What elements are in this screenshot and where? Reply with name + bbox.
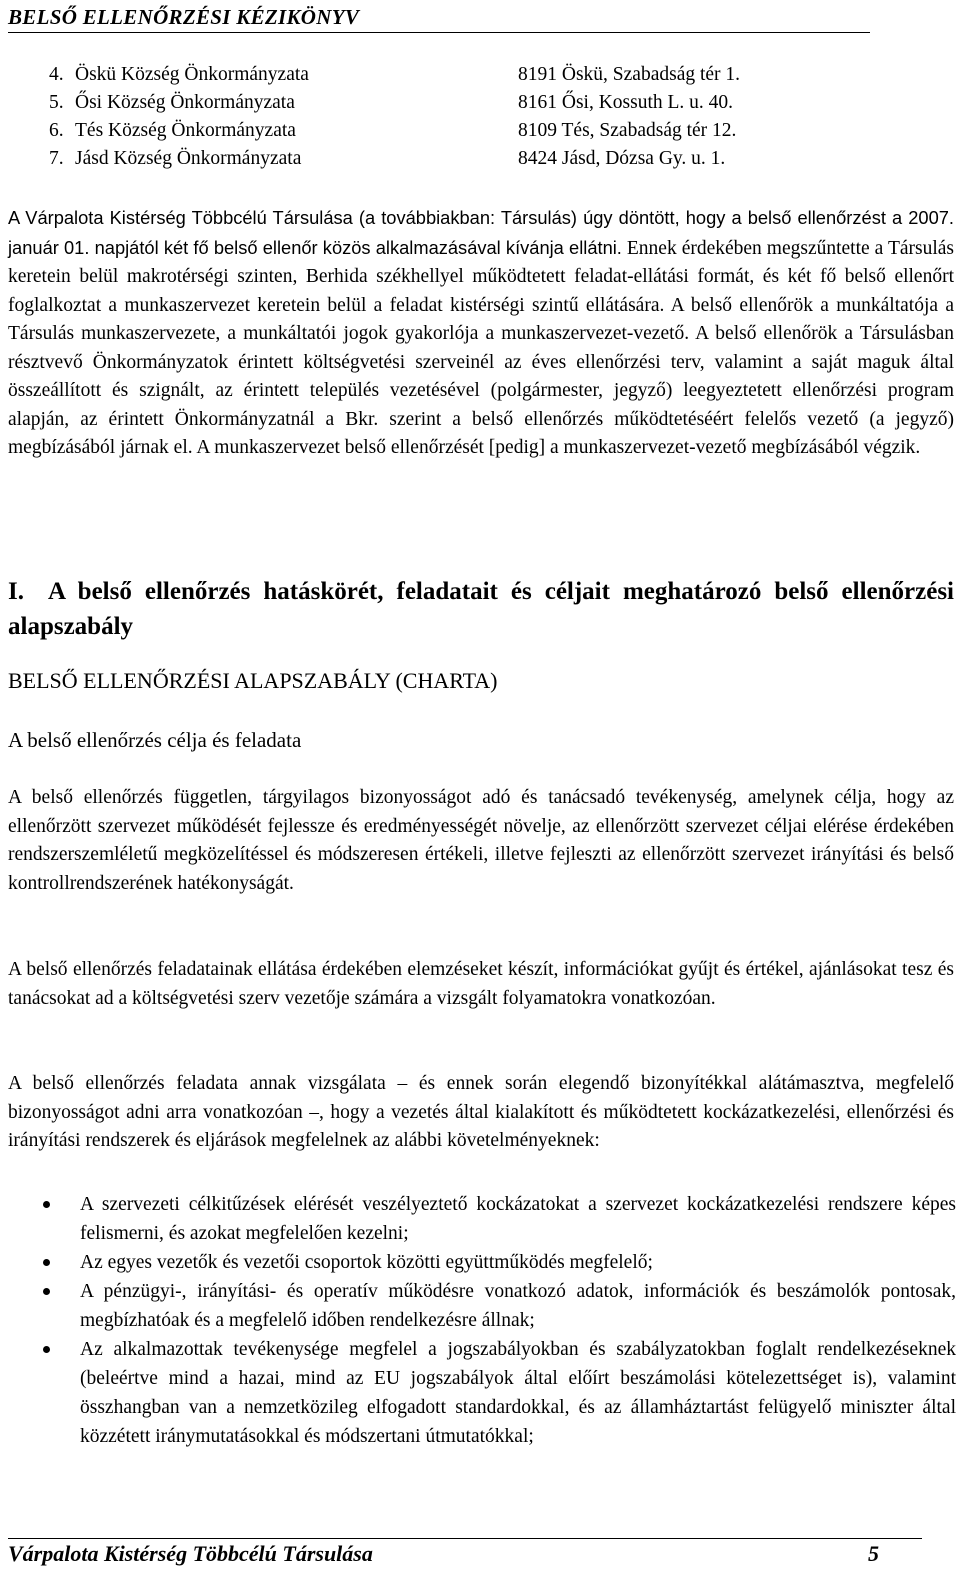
list-item bbox=[0, 1248, 956, 1277]
section-title: A belső ellenőrzés hatáskörét, feladatait és céljait meghatározó belső ellenőrzési alapszabály bbox=[8, 578, 954, 640]
member-address: 8424 Jásd, Dózsa Gy. u. 1. bbox=[518, 148, 726, 169]
list-item bbox=[0, 1335, 956, 1451]
list-item bbox=[0, 1277, 956, 1335]
charter-title: BELSŐ ELLENŐRZÉSI ALAPSZABÁLY (CHARTA) bbox=[8, 668, 498, 693]
intro-serif-text: Ennek érdekében megszűntette a Társulás keretein belül makrotérségi szinten, Berhida székhellyel működtetett feladat-ellátási formát, és két fő belső ellenőrt foglalkoztat a munkaszervezet keretein belül a feladat kistérségi szintű ellátására. A belső ellenőrök a munkáltatója a Társulás munkaszervezete, a munkáltatói jogok gyakorlója a munkaszervezet-vezető. A belső ellenőrök a Társulásban résztvevő Önkormányzatok érintett költségvetési szerveinél az éves ellenőrzési terv, valamint a saját maguk által összeállított és szignált, az érintett település vezetésével (polgármester, jegyző) leegyeztetett ellenőrzési program alapján, az érintett Önkormányzatnál a Bkr. szerint a belső ellenőrzés működtetéséért felelős vezető (a jegyző) megbízásából járnak el. A munkaszervezet belső ellenőrzését [pedig] a munkaszervezet-vezető megbízásából végzik. bbox=[8, 237, 955, 458]
bullet-icon bbox=[43, 1288, 50, 1295]
list-item bbox=[0, 1190, 956, 1248]
footer-divider bbox=[8, 1538, 922, 1539]
section-heading bbox=[8, 574, 954, 644]
list-item-text: A pénzügyi-, irányítási- és operatív működésre vonatkozó adatok, információk és beszámolók pontosak, megbízhatóak és a megfelelő időben rendelkezésre állnak; bbox=[80, 1281, 956, 1331]
member-number: 5. bbox=[49, 92, 64, 113]
member-name: Ősi Község Önkormányzata bbox=[75, 92, 295, 113]
list-item-text: Az egyes vezetők és vezetői csoportok közötti együttműködés megfelelő; bbox=[80, 1252, 653, 1273]
paragraph: A belső ellenőrzés független, tárgyilagos bizonyosságot adó és tanácsadó tevékenység, amelynek célja, hogy az ellenőrzött szervezet működését fejlessze és eredményességét növelje, az ellenőrzött szervezet céljai elérése érdekében rendszerszemléletű megközelítéssel és módszeresen értékeli, illetve fejleszti az ellenőrzött szervezet irányítási és belső kontrollrendszerének hatékonyságát. bbox=[8, 787, 954, 894]
bullet-icon bbox=[43, 1259, 50, 1266]
member-address: 8191 Öskü, Szabadság tér 1. bbox=[518, 64, 741, 85]
running-header: BELSŐ ELLENŐRZÉSI KÉZIKÖNYV bbox=[8, 4, 870, 33]
member-number: 7. bbox=[49, 148, 64, 169]
footer-organization: Várpalota Kistérség Többcélú Társulása bbox=[8, 1541, 373, 1566]
bullet-icon bbox=[43, 1201, 50, 1208]
member-address: 8109 Tés, Szabadság tér 12. bbox=[518, 120, 737, 141]
member-name: Jásd Község Önkormányzata bbox=[75, 148, 302, 169]
page-number: 5 bbox=[868, 1541, 879, 1566]
intro-sans-text: A Várpalota Kistérség Többcélú Társulása (a továbbiakban: Társulás) úgy döntött, hogy a belső ellenőrzést a 2007. január 01. napjától két fő belső ellenőr közös alkalmazásával kívánja ellátni. bbox=[8, 207, 954, 258]
subheading: A belső ellenőrzés célja és feladata bbox=[8, 728, 302, 752]
member-number: 4. bbox=[49, 64, 64, 85]
member-name: Tés Község Önkormányzata bbox=[75, 120, 296, 141]
section-number: I. bbox=[8, 578, 24, 605]
member-address: 8161 Ősi, Kossuth L. u. 40. bbox=[518, 92, 734, 113]
member-number: 6. bbox=[49, 120, 64, 141]
paragraph: A belső ellenőrzés feladata annak vizsgálata – és ennek során elegendő bizonyítékkal alátámasztva, megfelelő bizonyosságot adni arra vonatkozóan –, hogy a vezetés által kialakított és működtetett kockázatkezelési, ellenőrzési és irányítási rendszerek és eljárások megfelelnek az alábbi követelményeknek: bbox=[8, 1073, 954, 1151]
paragraph: A belső ellenőrzés feladatainak ellátása érdekében elemzéseket készít, információkat gyűjt és értékel, ajánlásokat tesz és tanácsokat ad a költségvetési szerv vezetője számára a vizsgált folyamatokra vonatkozóan. bbox=[8, 959, 954, 1009]
list-item-text: Az alkalmazottak tevékenysége megfelel a jogszabályokban és szabályzatokban foglalt rendelkezéseknek (beleértve mind a hazai, mind az EU jogszabályok által előírt beszámolási kötelezettséget is), valamint összhangban van a nemzetközileg elfogadott standardokkal, és az államháztartást felügyelő miniszter által közzétett iránymutatásokkal és módszertani útmutatókkal; bbox=[80, 1339, 956, 1447]
member-name: Öskü Község Önkormányzata bbox=[75, 64, 309, 85]
bullet-icon bbox=[43, 1346, 50, 1353]
requirements-list bbox=[0, 1190, 956, 1451]
intro-paragraph bbox=[8, 204, 954, 463]
list-item-text: A szervezeti célkitűzések elérését veszélyeztető kockázatokat a szervezet kockázatkezelési rendszere képes felismerni, és azokat megfelelően kezelni; bbox=[80, 1194, 956, 1244]
